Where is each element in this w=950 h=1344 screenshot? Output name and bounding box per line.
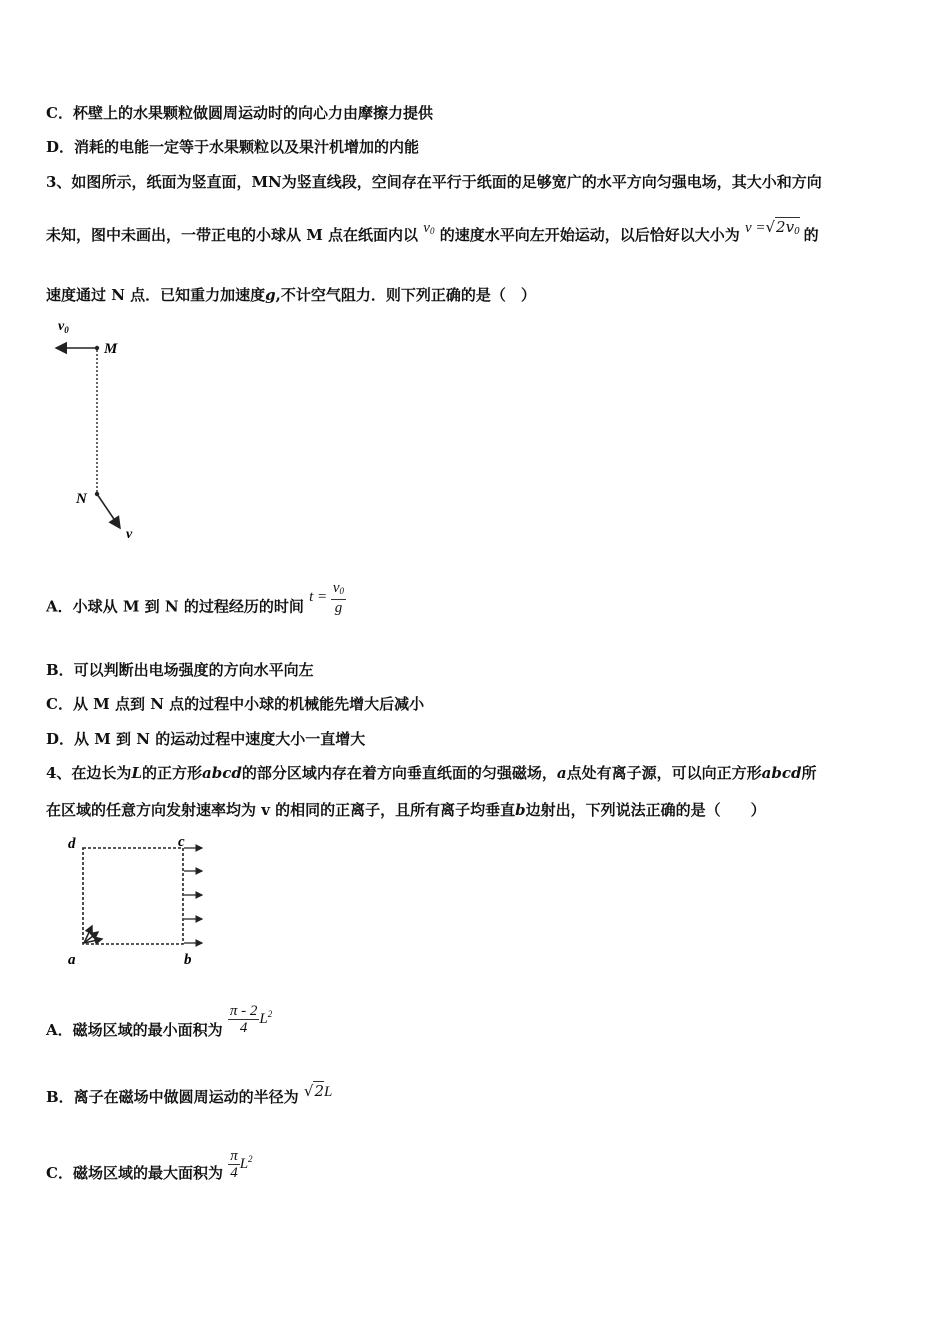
q4-fig-square [83, 848, 183, 944]
q3-option-c: C．从 M 点到 N 点的过程中小球的机械能先增大后减小 [46, 695, 425, 713]
q3-stem-line2 [46, 218, 819, 245]
q3-figure [46, 312, 156, 552]
q4-figure [62, 828, 222, 970]
q3-option-b: B．可以判断出电场强度的方向水平向左 [46, 661, 314, 679]
q3-fig-point-m [95, 346, 99, 350]
q3-fig-m-label: M [104, 341, 118, 357]
q4-fig-b-label: b [184, 952, 192, 968]
q4-fig-exit-arrows [184, 848, 202, 943]
q4-fig-a-label: a [68, 952, 76, 968]
q3-v-expression: $v =√2v_0$ [744, 218, 800, 237]
q4-stem-line2: 在区域的任意方向发射速率均为 v 的相同的正离子，且所有离子均垂直b边射出，下列说法正确的是（ ） [46, 801, 766, 819]
q4-fig-d-label: d [68, 836, 76, 852]
q4-option-a-formula: $\frac{\pi - 2}{4}$ $L^2$ [229, 1003, 273, 1036]
q4-option-c: C．磁场区域的最大面积为 $\frac{\pi}{4}$ $L^2$ [46, 1148, 253, 1182]
q3-option-a: A．小球从 M 到 N 的过程经历的时间 t = $\frac{v_0}{g}$ [46, 580, 345, 616]
q4-option-a: A．磁场区域的最小面积为 $\frac{\pi - 2}{4}$ $L^2$ [46, 1003, 273, 1039]
q3-stem-line1: 3、如图所示，纸面为竖直面，MN为竖直线段，空间存在平行于纸面的足够宽广的水平方向匀强电场，其大小和方向 [46, 173, 822, 191]
q3-fig-v-label: v [126, 527, 133, 542]
q2-option-d: D．消耗的电能一定等于水果颗粒以及果汁机增加的内能 [46, 138, 420, 156]
q3-stem-text-c: 的 [803, 226, 819, 244]
q3-stem-line3: 速度通过 N 点．已知重力加速度g,不计空气阻力．则下列正确的是（ ） [46, 286, 536, 304]
q4-option-b: B．离子在磁场中做圆周运动的半径为 √2L [46, 1082, 333, 1106]
q4-stem-line1: 4、在边长为L的正方形abcd的部分区域内存在着方向垂直纸面的匀强磁场，a点处有离子源，可以向正方形abcd所 [46, 764, 817, 782]
q3-option-d: D．从 M 到 N 的运动过程中速度大小一直增大 [46, 730, 366, 748]
q3-v0-symbol: $v_0$ [423, 220, 435, 236]
q4-option-b-formula: √2L [303, 1082, 333, 1100]
q4-fig-source-arrows [84, 926, 102, 943]
q2-option-c: C．杯壁上的水果颗粒做圆周运动时的向心力由摩擦力提供 [46, 104, 433, 122]
q3-fig-v0-label: $v_0$ [58, 319, 69, 335]
q3-stem-text-a: 未知，图中未画出，一带正电的小球从 M 点在纸面内以 [46, 226, 419, 244]
q4-fig-c-label: c [178, 834, 185, 850]
q3-option-a-formula: t = $\frac{v_0}{g}$ [309, 580, 345, 616]
q3-fig-n-label: N [76, 491, 87, 507]
q3-stem-text-b: 的速度水平向左开始运动，以后恰好以大小为 [439, 226, 740, 244]
q3-fig-v-arrow [97, 494, 120, 528]
q4-option-c-formula: $\frac{\pi}{4}$ $L^2$ [230, 1148, 253, 1181]
